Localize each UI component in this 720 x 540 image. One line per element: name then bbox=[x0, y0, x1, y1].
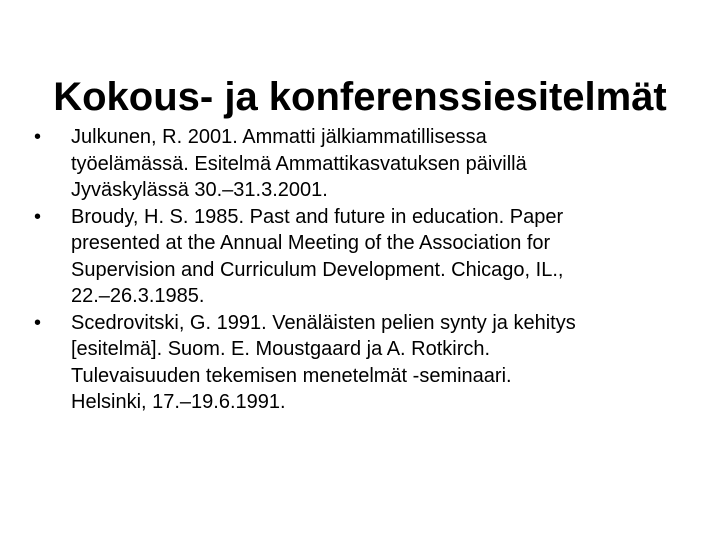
reference-line: presented at the Annual Meeting of the Association for bbox=[71, 232, 551, 254]
bullet-icon: • bbox=[34, 126, 42, 148]
reference-item-julkunen bbox=[34, 124, 694, 204]
reference-list bbox=[34, 124, 694, 416]
reference-line: Broudy, H. S. 1985. Past and future in education. Paper bbox=[71, 205, 564, 228]
reference-line: työelämässä. Esitelmä Ammattikasvatuksen päivillä bbox=[71, 152, 527, 175]
slide-title: Kokous- ja konferenssiesitelmät bbox=[53, 74, 667, 119]
reference-line: Supervision and Curriculum Development. Chicago, IL., bbox=[71, 258, 564, 281]
bullet-icon: • bbox=[34, 311, 42, 334]
reference-line: [esitelmä]. Suom. E. Moustgaard ja A. Rotkirch. bbox=[71, 338, 491, 360]
reference-line: Julkunen, R. 2001. Ammatti jälkiammatillisessa bbox=[71, 126, 487, 148]
bullet-icon: • bbox=[34, 205, 42, 228]
reference-item-scedrovitski bbox=[34, 310, 694, 416]
reference-line: 22.–26.3.1985. bbox=[71, 285, 205, 307]
reference-line: Scedrovitski, G. 1991. Venäläisten pelien synty ja kehitys bbox=[71, 311, 576, 334]
reference-line: Tulevaisuuden tekemisen menetelmät -seminaari. bbox=[71, 364, 512, 387]
reference-line: Helsinki, 17.–19.6.1991. bbox=[71, 391, 286, 413]
reference-line: Jyväskylässä 30.–31.3.2001. bbox=[71, 179, 328, 201]
reference-item-broudy bbox=[34, 204, 694, 310]
